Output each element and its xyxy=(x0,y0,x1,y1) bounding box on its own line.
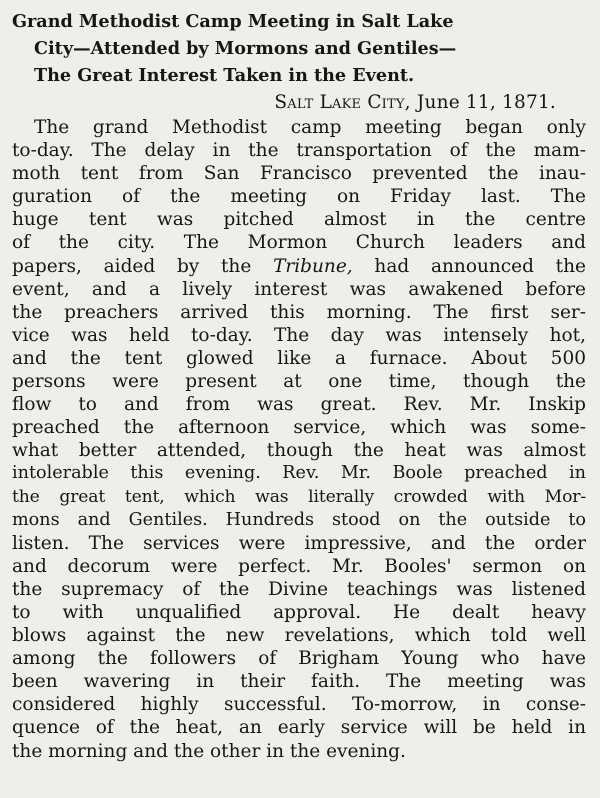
body-line: been wavering in their faith. The meeting was xyxy=(12,671,586,693)
body-line: guration of the meeting on Friday last. The xyxy=(12,186,586,208)
body-line-segment: had announced the xyxy=(374,255,586,277)
body-line: of the city. The Mormon Church leaders and xyxy=(12,232,586,254)
body-line: considered highly successful. To-morrow, in conse- xyxy=(12,694,586,716)
body-line: and the tent glowed like a furnace. About 500 xyxy=(12,347,586,369)
body-line: persons were present at one time, though the xyxy=(12,371,586,393)
body-line: moth tent from San Francisco prevented the inau- xyxy=(12,163,586,185)
body-line: vice was held to-day. The day was intensely hot, xyxy=(12,324,586,346)
dateline xyxy=(12,89,586,116)
dateline-date: June 11, 1871. xyxy=(416,92,556,113)
body-line: listen. The services were impressive, and the order xyxy=(12,532,586,554)
newspaper-name: Tribune, xyxy=(273,255,353,277)
body-line: the supremacy of the Divine teachings was listened xyxy=(12,578,586,600)
dateline-city: Salt Lake City, xyxy=(274,92,411,113)
headline-line-3: The Great Interest Taken in the Event. xyxy=(34,65,415,86)
headline-line-1: Grand Methodist Camp Meeting in Salt Lake xyxy=(12,11,454,32)
body-line: huge tent was pitched almost in the centre xyxy=(12,209,586,231)
body-line: what better attended, though the heat was almost xyxy=(12,440,586,462)
body-line: intolerable this evening. Rev. Mr. Boole preached in xyxy=(12,463,586,484)
article-body xyxy=(12,116,586,763)
headline-line-2: City—Attended by Mormons and Gentiles— xyxy=(34,38,457,59)
body-line: the great tent, which was literally crowded with Mor- xyxy=(12,486,586,507)
body-line: to with unqualified approval. He dealt heavy xyxy=(12,601,586,623)
body-line: to-day. The delay in the transportation of the mam- xyxy=(12,140,586,162)
body-line: quence of the heat, an early service will be held in xyxy=(12,717,586,739)
body-line: among the followers of Brigham Young who have xyxy=(12,648,586,670)
body-line: the morning and the other in the evening. xyxy=(12,740,406,762)
body-line xyxy=(12,255,586,278)
body-line: the preachers arrived this morning. The first ser- xyxy=(12,301,586,323)
body-line: and decorum were perfect. Mr. Booles' sermon on xyxy=(12,555,586,577)
body-line-segment: papers, aided by the xyxy=(12,255,252,277)
body-line: preached the afternoon service, which was some- xyxy=(12,417,586,439)
body-line: event, and a lively interest was awakened before xyxy=(12,278,586,300)
body-line: The grand Methodist camp meeting began only xyxy=(34,117,586,138)
body-line: blows against the new revelations, which told well xyxy=(12,625,586,647)
body-line: flow to and from was great. Rev. Mr. Inskip xyxy=(12,394,586,416)
article-headline xyxy=(12,8,586,89)
body-line: mons and Gentiles. Hundreds stood on the outside to xyxy=(12,509,586,530)
